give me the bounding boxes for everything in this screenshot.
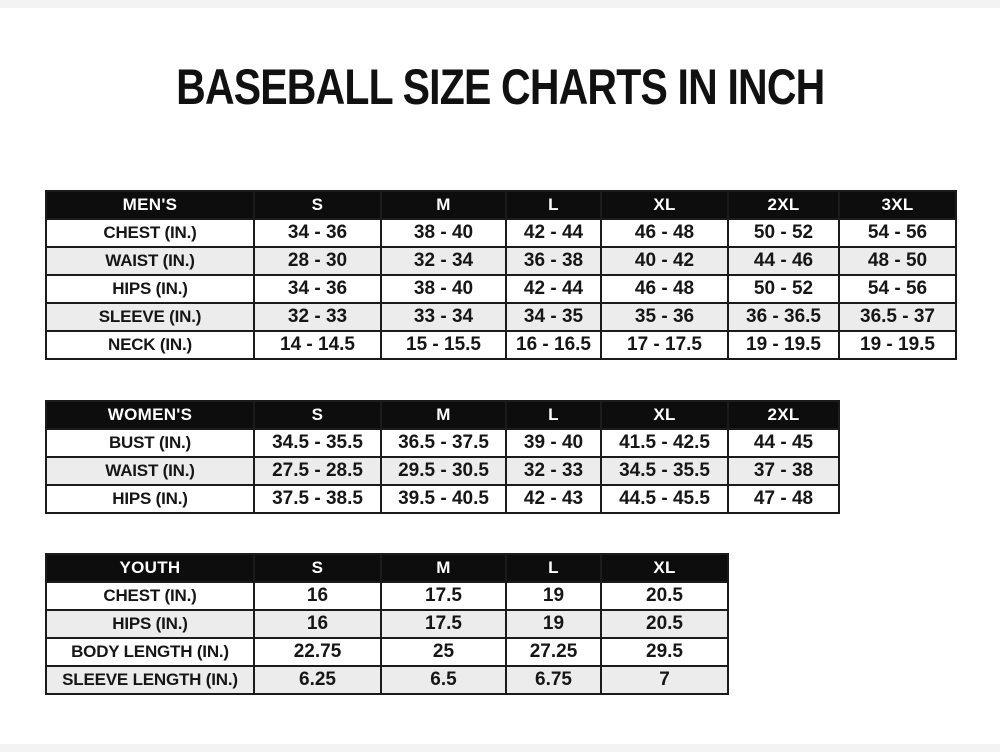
youth-size-value: 16 — [254, 582, 381, 610]
mens-row-label: SLEEVE (IN.) — [46, 303, 254, 331]
youth-size-value: 19 — [506, 610, 601, 638]
youth-size-value: 16 — [254, 610, 381, 638]
mens-table-row — [46, 219, 956, 247]
womens-size-value: 37 - 38 — [728, 457, 839, 485]
womens-size-table — [45, 400, 840, 514]
youth-table-row — [46, 638, 728, 666]
womens-size-value: 36.5 - 37.5 — [381, 429, 506, 457]
youth-row-label: CHEST (IN.) — [46, 582, 254, 610]
mens-size-value: 38 - 40 — [381, 219, 506, 247]
mens-size-header: XL — [601, 191, 728, 219]
youth-size-value: 20.5 — [601, 582, 728, 610]
mens-size-value: 28 - 30 — [254, 247, 381, 275]
womens-size-value: 34.5 - 35.5 — [254, 429, 381, 457]
womens-size-header: XL — [601, 401, 728, 429]
mens-size-value: 34 - 35 — [506, 303, 601, 331]
mens-size-value: 42 - 44 — [506, 275, 601, 303]
mens-size-value: 19 - 19.5 — [839, 331, 956, 359]
womens-row-label: WAIST (IN.) — [46, 457, 254, 485]
womens-group-header: WOMEN'S — [46, 401, 254, 429]
mens-size-value: 48 - 50 — [839, 247, 956, 275]
womens-size-value: 39 - 40 — [506, 429, 601, 457]
womens-size-value: 37.5 - 38.5 — [254, 485, 381, 513]
womens-table-row — [46, 429, 839, 457]
womens-table-row — [46, 485, 839, 513]
womens-size-value: 44.5 - 45.5 — [601, 485, 728, 513]
mens-table-row — [46, 303, 956, 331]
mens-size-value: 40 - 42 — [601, 247, 728, 275]
youth-table-row — [46, 666, 728, 694]
womens-size-header: S — [254, 401, 381, 429]
youth-size-value: 25 — [381, 638, 506, 666]
mens-size-value: 54 - 56 — [839, 219, 956, 247]
mens-size-value: 34 - 36 — [254, 219, 381, 247]
mens-size-value: 15 - 15.5 — [381, 331, 506, 359]
womens-size-header: M — [381, 401, 506, 429]
womens-size-value: 42 - 43 — [506, 485, 601, 513]
womens-header-row — [46, 401, 839, 429]
womens-size-value: 47 - 48 — [728, 485, 839, 513]
mens-size-value: 46 - 48 — [601, 219, 728, 247]
mens-table-row — [46, 275, 956, 303]
mens-size-value: 16 - 16.5 — [506, 331, 601, 359]
womens-size-header: L — [506, 401, 601, 429]
youth-row-label: HIPS (IN.) — [46, 610, 254, 638]
youth-size-header: L — [506, 554, 601, 582]
mens-row-label: NECK (IN.) — [46, 331, 254, 359]
mens-size-header: 2XL — [728, 191, 839, 219]
womens-table-row — [46, 457, 839, 485]
mens-size-value: 46 - 48 — [601, 275, 728, 303]
page-title-text: BASEBALL SIZE CHARTS IN INCH — [175, 59, 825, 115]
mens-size-value: 42 - 44 — [506, 219, 601, 247]
mens-size-value: 34 - 36 — [254, 275, 381, 303]
youth-size-value: 6.75 — [506, 666, 601, 694]
mens-size-value: 14 - 14.5 — [254, 331, 381, 359]
mens-size-value: 38 - 40 — [381, 275, 506, 303]
youth-table-row — [46, 582, 728, 610]
youth-size-value: 27.25 — [506, 638, 601, 666]
youth-size-value: 6.5 — [381, 666, 506, 694]
youth-size-header: XL — [601, 554, 728, 582]
womens-row-label: BUST (IN.) — [46, 429, 254, 457]
mens-row-label: CHEST (IN.) — [46, 219, 254, 247]
mens-size-header: 3XL — [839, 191, 956, 219]
womens-size-value: 32 - 33 — [506, 457, 601, 485]
youth-group-header: YOUTH — [46, 554, 254, 582]
mens-size-value: 17 - 17.5 — [601, 331, 728, 359]
youth-size-value: 7 — [601, 666, 728, 694]
mens-table-row — [46, 247, 956, 275]
youth-row-label: BODY LENGTH (IN.) — [46, 638, 254, 666]
youth-size-value: 22.75 — [254, 638, 381, 666]
youth-header-row — [46, 554, 728, 582]
youth-size-value: 17.5 — [381, 610, 506, 638]
youth-row-label: SLEEVE LENGTH (IN.) — [46, 666, 254, 694]
mens-group-header: MEN'S — [46, 191, 254, 219]
youth-size-value: 20.5 — [601, 610, 728, 638]
womens-size-value: 41.5 - 42.5 — [601, 429, 728, 457]
youth-size-value: 17.5 — [381, 582, 506, 610]
womens-size-value: 27.5 - 28.5 — [254, 457, 381, 485]
mens-size-table — [45, 190, 957, 360]
page-title — [0, 58, 1000, 116]
youth-size-table — [45, 553, 729, 695]
mens-size-header: S — [254, 191, 381, 219]
mens-row-label: WAIST (IN.) — [46, 247, 254, 275]
mens-size-value: 32 - 34 — [381, 247, 506, 275]
mens-row-label: HIPS (IN.) — [46, 275, 254, 303]
womens-size-value: 44 - 45 — [728, 429, 839, 457]
youth-size-header: S — [254, 554, 381, 582]
womens-size-header: 2XL — [728, 401, 839, 429]
womens-size-value: 29.5 - 30.5 — [381, 457, 506, 485]
mens-size-value: 44 - 46 — [728, 247, 839, 275]
mens-size-header: M — [381, 191, 506, 219]
youth-table-row — [46, 610, 728, 638]
womens-size-value: 34.5 - 35.5 — [601, 457, 728, 485]
youth-size-value: 19 — [506, 582, 601, 610]
mens-size-value: 32 - 33 — [254, 303, 381, 331]
mens-size-value: 50 - 52 — [728, 219, 839, 247]
youth-size-value: 29.5 — [601, 638, 728, 666]
mens-size-header: L — [506, 191, 601, 219]
mens-size-value: 19 - 19.5 — [728, 331, 839, 359]
youth-size-value: 6.25 — [254, 666, 381, 694]
womens-row-label: HIPS (IN.) — [46, 485, 254, 513]
mens-size-value: 36 - 36.5 — [728, 303, 839, 331]
mens-size-value: 54 - 56 — [839, 275, 956, 303]
mens-table-row — [46, 331, 956, 359]
womens-size-value: 39.5 - 40.5 — [381, 485, 506, 513]
mens-header-row — [46, 191, 956, 219]
mens-size-value: 35 - 36 — [601, 303, 728, 331]
youth-size-header: M — [381, 554, 506, 582]
mens-size-value: 50 - 52 — [728, 275, 839, 303]
mens-size-value: 36 - 38 — [506, 247, 601, 275]
mens-size-value: 33 - 34 — [381, 303, 506, 331]
mens-size-value: 36.5 - 37 — [839, 303, 956, 331]
